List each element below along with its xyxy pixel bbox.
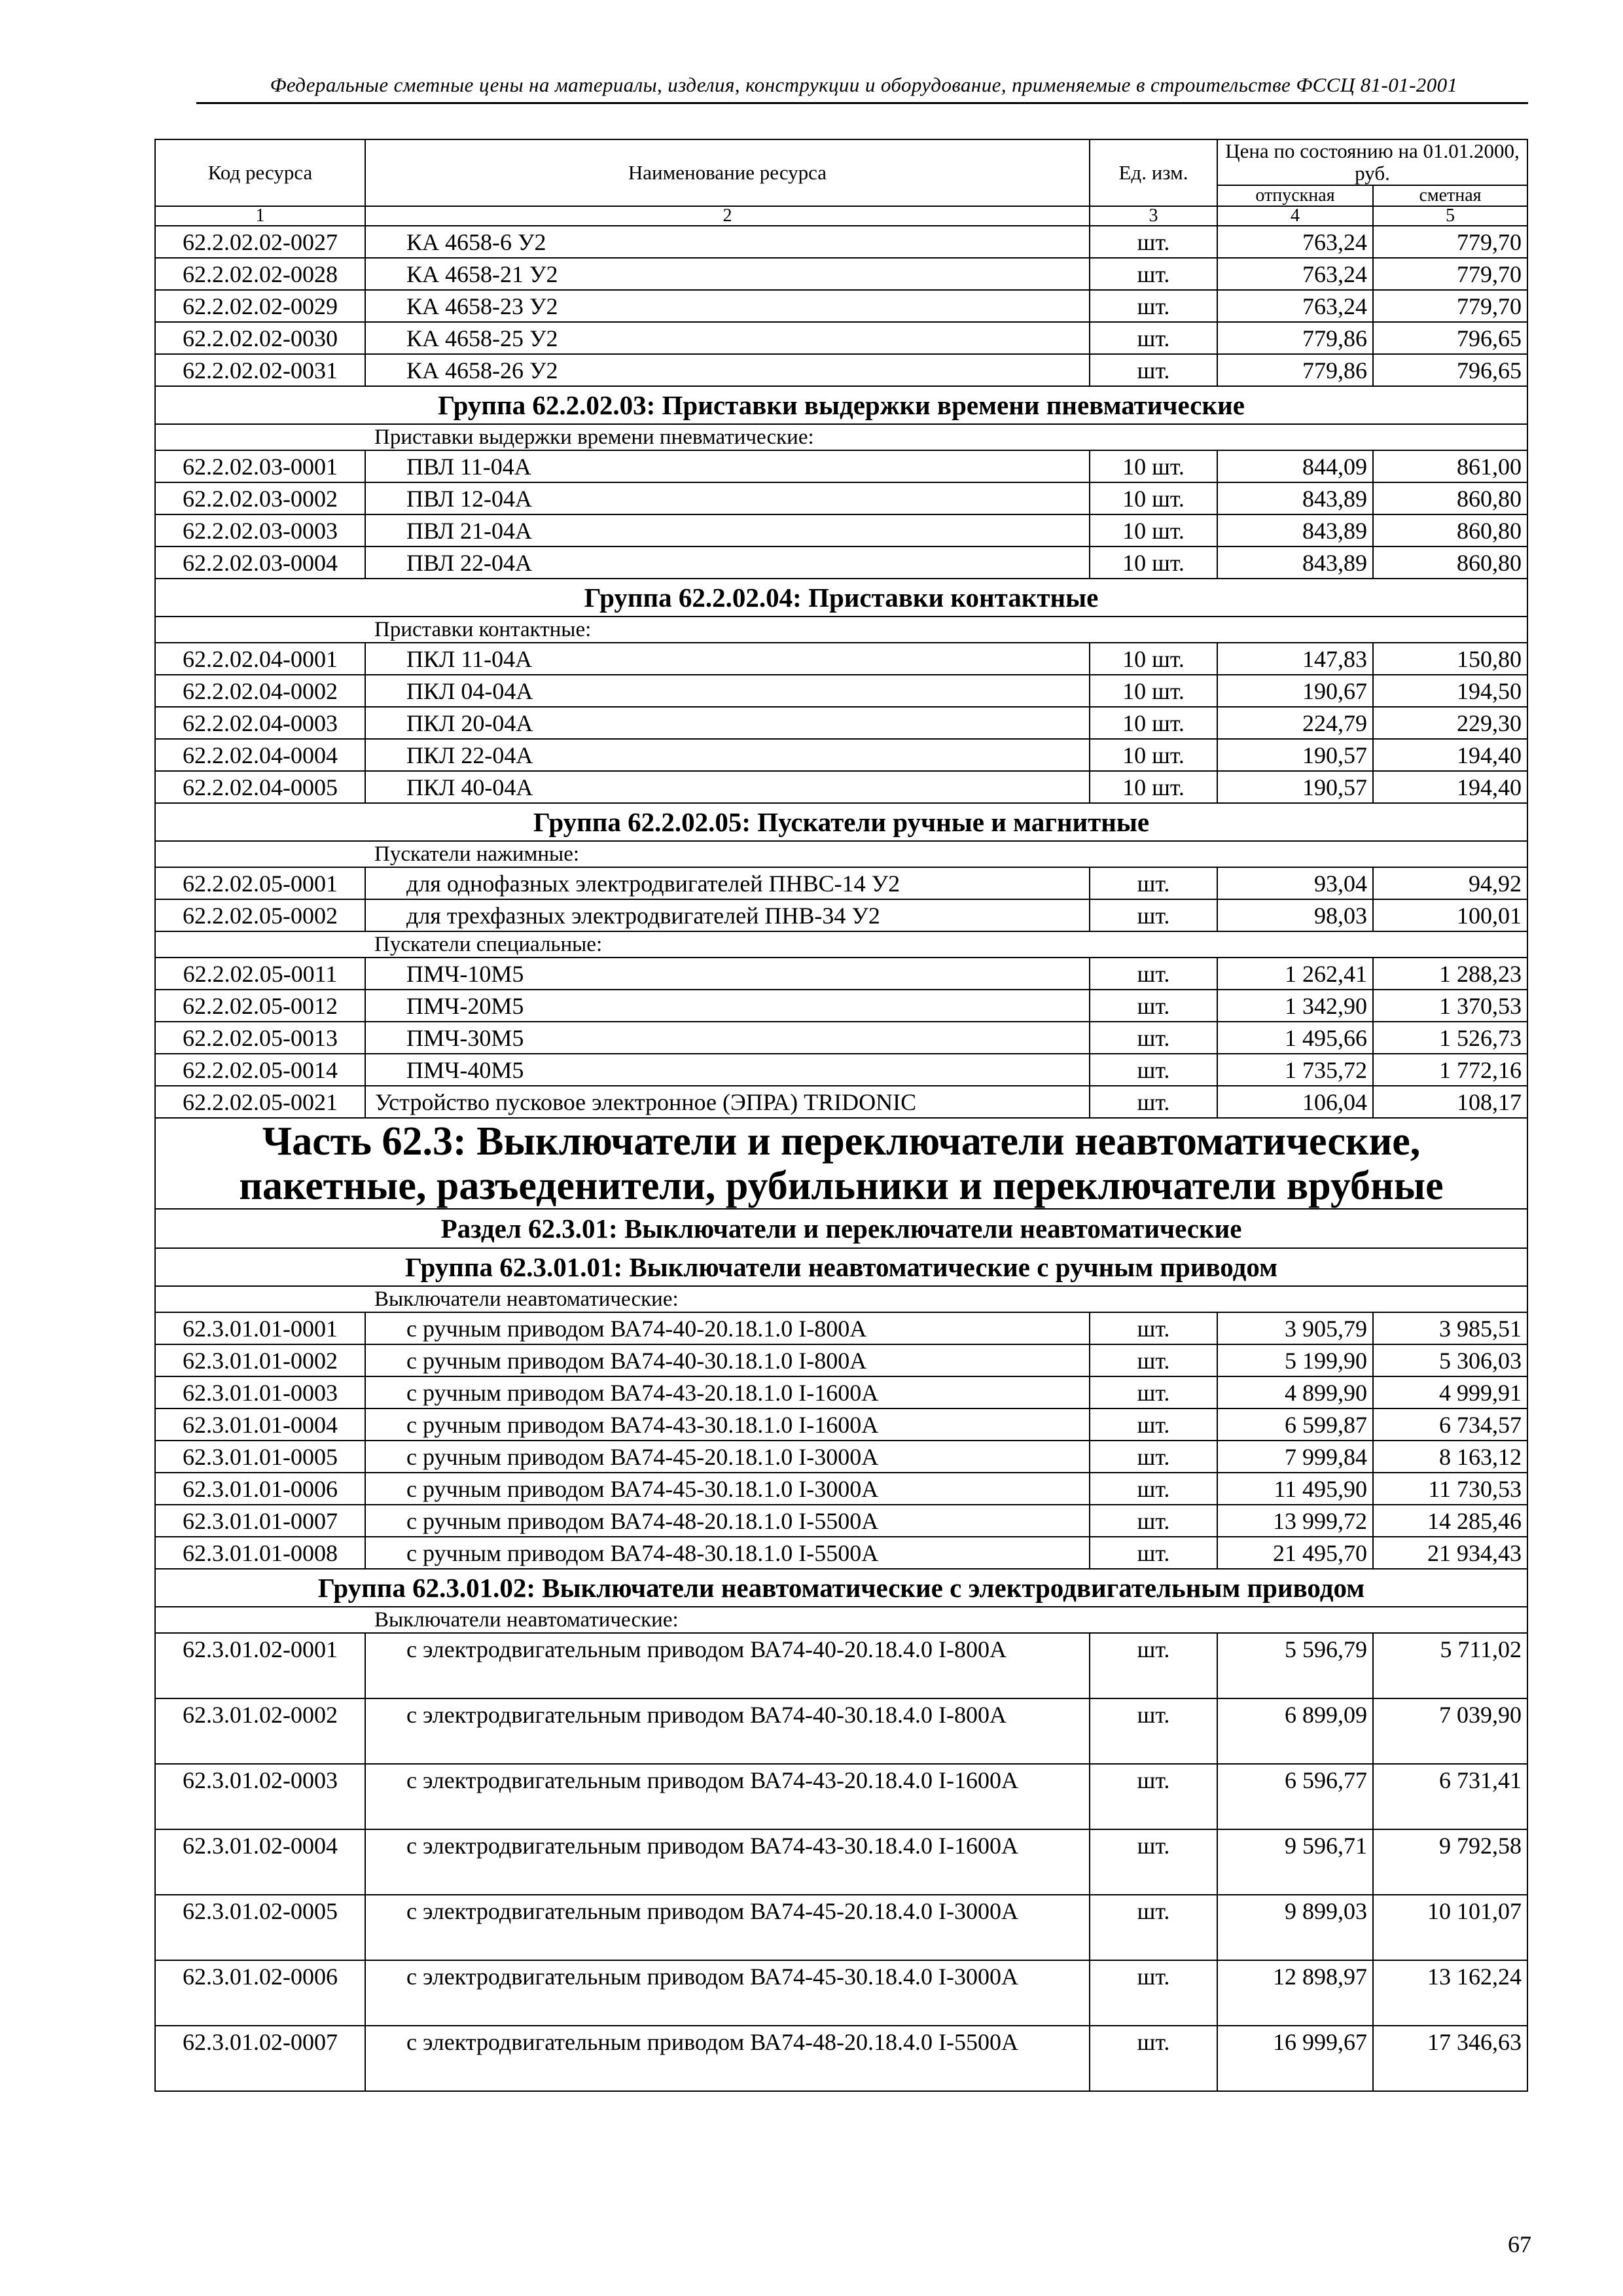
resource-name: с ручным приводом ВА74-43-30.18.1.0 I-1600А (365, 1408, 1090, 1441)
estimate-price: 5 306,03 (1373, 1344, 1527, 1376)
release-price: 5 199,90 (1217, 1344, 1373, 1376)
unit-of-measure: шт. (1090, 1895, 1217, 1960)
unit-of-measure: шт. (1090, 1022, 1217, 1054)
release-price: 4 899,90 (1217, 1376, 1373, 1408)
resource-name: с электродвигательным приводом ВА74-40-20.18.4.0 I-800А (365, 1633, 1090, 1698)
release-price: 9 596,71 (1217, 1829, 1373, 1895)
resource-name: ПКЛ 20-04А (365, 707, 1090, 739)
subheading-spacer (155, 424, 365, 450)
release-price: 13 999,72 (1217, 1505, 1373, 1537)
unit-of-measure: шт. (1090, 899, 1217, 931)
release-price: 763,24 (1217, 290, 1373, 322)
column-number: 5 (1373, 206, 1527, 226)
resource-name: с ручным приводом ВА74-48-20.18.1.0 I-5500А (365, 1505, 1090, 1537)
unit-of-measure: шт. (1090, 354, 1217, 386)
resource-code: 62.3.01.02-0007 (155, 2026, 365, 2091)
resource-code: 62.2.02.02-0029 (155, 290, 365, 322)
release-price: 763,24 (1217, 226, 1373, 258)
table-row (155, 1698, 1527, 1764)
estimate-price: 5 711,02 (1373, 1633, 1527, 1698)
resource-name: ПКЛ 11-04А (365, 643, 1090, 675)
resource-name: с ручным приводом ВА74-40-20.18.1.0 I-800А (365, 1312, 1090, 1344)
estimate-price: 94,92 (1373, 867, 1527, 899)
resource-code: 62.3.01.01-0005 (155, 1441, 365, 1473)
resource-name: для трехфазных электродвигателей ПНВ-34 У2 (365, 899, 1090, 931)
subheading-row (155, 617, 1527, 643)
table-row (155, 482, 1527, 514)
resource-name: с электродвигательным приводом ВА74-45-30.18.4.0 I-3000А (365, 1960, 1090, 2026)
resource-code: 62.2.02.04-0003 (155, 707, 365, 739)
estimate-price: 13 162,24 (1373, 1960, 1527, 2026)
estimate-price: 8 163,12 (1373, 1441, 1527, 1473)
subheading-row (155, 841, 1527, 867)
resource-name: КА 4658-6 У2 (365, 226, 1090, 258)
table-row (155, 514, 1527, 547)
release-price: 5 596,79 (1217, 1633, 1373, 1698)
resource-code: 62.2.02.05-0001 (155, 867, 365, 899)
unit-of-measure: 10 шт. (1090, 675, 1217, 707)
table-row (155, 643, 1527, 675)
subheading: Выключатели неавтоматические: (365, 1607, 1527, 1633)
estimate-price: 4 999,91 (1373, 1376, 1527, 1408)
column-header-price: Цена по состоянию на 01.01.2000, руб. (1217, 139, 1527, 185)
unit-of-measure: шт. (1090, 322, 1217, 354)
table-row (155, 1086, 1527, 1118)
release-price: 843,89 (1217, 482, 1373, 514)
unit-of-measure: шт. (1090, 1473, 1217, 1505)
estimate-price: 1 772,16 (1373, 1054, 1527, 1086)
group-heading-row (155, 386, 1527, 424)
resource-name: Устройство пусковое электронное (ЭПРА) TRIDONIC (365, 1086, 1090, 1118)
resource-name: с ручным приводом ВА74-40-30.18.1.0 I-800А (365, 1344, 1090, 1376)
resource-name: с электродвигательным приводом ВА74-48-20.18.4.0 I-5500А (365, 2026, 1090, 2091)
resource-code: 62.3.01.01-0004 (155, 1408, 365, 1441)
page-number: 67 (1508, 2231, 1531, 2257)
resource-code: 62.2.02.02-0027 (155, 226, 365, 258)
resource-name: с ручным приводом ВА74-45-30.18.1.0 I-3000А (365, 1473, 1090, 1505)
resource-name: ПВЛ 22-04А (365, 547, 1090, 579)
unit-of-measure: шт. (1090, 2026, 1217, 2091)
resource-name: КА 4658-21 У2 (365, 258, 1090, 290)
subheading: Выключатели неавтоматические: (365, 1286, 1527, 1312)
table-row (155, 226, 1527, 258)
table-row (155, 739, 1527, 771)
release-price: 16 999,67 (1217, 2026, 1373, 2091)
unit-of-measure: шт. (1090, 1086, 1217, 1118)
estimate-price: 6 731,41 (1373, 1764, 1527, 1829)
part-heading-line: пакетные, разъеденители, рубильники и переключатели врубные (239, 1163, 1444, 1208)
header-rule (196, 102, 1528, 104)
estimate-price: 100,01 (1373, 899, 1527, 931)
column-header-estimate-price: сметная (1373, 185, 1527, 206)
estimate-price: 194,40 (1373, 739, 1527, 771)
resource-code: 62.3.01.02-0006 (155, 1960, 365, 2026)
unit-of-measure: шт. (1090, 1376, 1217, 1408)
subheading-spacer (155, 931, 365, 958)
table-row (155, 958, 1527, 990)
resource-name: КА 4658-26 У2 (365, 354, 1090, 386)
estimate-price: 860,80 (1373, 547, 1527, 579)
resource-name: для однофазных электродвигателей ПНВС-14 У2 (365, 867, 1090, 899)
resource-name: ПВЛ 21-04А (365, 514, 1090, 547)
estimate-price: 194,50 (1373, 675, 1527, 707)
table-row (155, 1960, 1527, 2026)
resource-code: 62.3.01.01-0003 (155, 1376, 365, 1408)
resource-name: с ручным приводом ВА74-45-20.18.1.0 I-3000А (365, 1441, 1090, 1473)
release-price: 6 599,87 (1217, 1408, 1373, 1441)
release-price: 843,89 (1217, 547, 1373, 579)
subheading-spacer (155, 841, 365, 867)
column-header-name: Наименование ресурса (365, 139, 1090, 206)
table-row (155, 1537, 1527, 1569)
subheading-row (155, 931, 1527, 958)
group-heading-row (155, 579, 1527, 617)
running-header: Федеральные сметные цены на материалы, изделия, конструкции и оборудование, применяемые в строительстве ФССЦ 81-01-2001 (270, 73, 1458, 96)
estimate-price: 7 039,90 (1373, 1698, 1527, 1764)
resource-code: 62.2.02.05-0013 (155, 1022, 365, 1054)
unit-of-measure: шт. (1090, 1344, 1217, 1376)
table-row (155, 290, 1527, 322)
resource-name: ПМЧ-40М5 (365, 1054, 1090, 1086)
table-row (155, 1441, 1527, 1473)
resource-name: КА 4658-25 У2 (365, 322, 1090, 354)
resource-code: 62.2.02.04-0004 (155, 739, 365, 771)
estimate-price: 9 792,58 (1373, 1829, 1527, 1895)
unit-of-measure: шт. (1090, 290, 1217, 322)
resource-code: 62.3.01.02-0001 (155, 1633, 365, 1698)
estimate-price: 860,80 (1373, 514, 1527, 547)
unit-of-measure: 10 шт. (1090, 450, 1217, 482)
part-heading-row (155, 1118, 1527, 1209)
release-price: 1 735,72 (1217, 1054, 1373, 1086)
release-price: 190,57 (1217, 771, 1373, 803)
subheading: Приставки контактные: (365, 617, 1527, 643)
group-heading-row (155, 803, 1527, 841)
release-price: 6 899,09 (1217, 1698, 1373, 1764)
table-row (155, 450, 1527, 482)
release-price: 6 596,77 (1217, 1764, 1373, 1829)
column-number: 3 (1090, 206, 1217, 226)
column-header-unit: Ед. изм. (1090, 139, 1217, 206)
resource-name: ПВЛ 12-04А (365, 482, 1090, 514)
unit-of-measure: шт. (1090, 1312, 1217, 1344)
unit-of-measure: шт. (1090, 867, 1217, 899)
subheading-row (155, 1607, 1527, 1633)
resource-code: 62.2.02.02-0028 (155, 258, 365, 290)
release-price: 7 999,84 (1217, 1441, 1373, 1473)
estimate-price: 3 985,51 (1373, 1312, 1527, 1344)
release-price: 12 898,97 (1217, 1960, 1373, 2026)
estimate-price: 796,65 (1373, 322, 1527, 354)
estimate-price: 1 526,73 (1373, 1022, 1527, 1054)
resource-name: с электродвигательным приводом ВА74-40-30.18.4.0 I-800А (365, 1698, 1090, 1764)
resource-name: ПКЛ 04-04А (365, 675, 1090, 707)
release-price: 190,57 (1217, 739, 1373, 771)
table-body (155, 226, 1527, 2091)
column-number: 4 (1217, 206, 1373, 226)
section-heading-row (155, 1209, 1527, 1248)
part-heading (155, 1118, 1527, 1209)
release-price: 3 905,79 (1217, 1312, 1373, 1344)
release-price: 1 495,66 (1217, 1022, 1373, 1054)
table-row (155, 322, 1527, 354)
resource-code: 62.3.01.02-0002 (155, 1698, 365, 1764)
release-price: 21 495,70 (1217, 1537, 1373, 1569)
resource-code: 62.2.02.05-0011 (155, 958, 365, 990)
table-row (155, 547, 1527, 579)
estimate-price: 1 370,53 (1373, 990, 1527, 1022)
subheading: Пускатели нажимные: (365, 841, 1527, 867)
resource-code: 62.3.01.01-0006 (155, 1473, 365, 1505)
subheading-spacer (155, 1286, 365, 1312)
table-row (155, 1764, 1527, 1829)
resource-name: с электродвигательным приводом ВА74-45-20.18.4.0 I-3000А (365, 1895, 1090, 1960)
table-row (155, 258, 1527, 290)
resource-code: 62.3.01.01-0002 (155, 1344, 365, 1376)
resource-name: ПКЛ 40-04А (365, 771, 1090, 803)
group-heading: Группа 62.3.01.02: Выключатели неавтоматические с электродвигательным приводом (155, 1569, 1527, 1607)
unit-of-measure: шт. (1090, 1698, 1217, 1764)
estimate-price: 779,70 (1373, 258, 1527, 290)
resource-name: ПМЧ-30М5 (365, 1022, 1090, 1054)
estimate-price: 10 101,07 (1373, 1895, 1527, 1960)
resource-name: ПВЛ 11-04А (365, 450, 1090, 482)
resource-code: 62.2.02.04-0002 (155, 675, 365, 707)
resource-code: 62.3.01.01-0001 (155, 1312, 365, 1344)
release-price: 844,09 (1217, 450, 1373, 482)
table-row (155, 675, 1527, 707)
unit-of-measure: 10 шт. (1090, 547, 1217, 579)
unit-of-measure: шт. (1090, 1633, 1217, 1698)
resource-name: ПМЧ-20М5 (365, 990, 1090, 1022)
release-price: 106,04 (1217, 1086, 1373, 1118)
resource-name: ПКЛ 22-04А (365, 739, 1090, 771)
table-row (155, 1505, 1527, 1537)
estimate-price: 860,80 (1373, 482, 1527, 514)
unit-of-measure: шт. (1090, 1408, 1217, 1441)
unit-of-measure: 10 шт. (1090, 771, 1217, 803)
release-price: 779,86 (1217, 322, 1373, 354)
subheading-row (155, 1286, 1527, 1312)
estimate-price: 17 346,63 (1373, 2026, 1527, 2091)
estimate-price: 861,00 (1373, 450, 1527, 482)
table-row (155, 1344, 1527, 1376)
estimate-price: 194,40 (1373, 771, 1527, 803)
unit-of-measure: 10 шт. (1090, 643, 1217, 675)
release-price: 1 342,90 (1217, 990, 1373, 1022)
resource-code: 62.2.02.03-0004 (155, 547, 365, 579)
table-row (155, 899, 1527, 931)
subheading-spacer (155, 617, 365, 643)
resource-code: 62.2.02.05-0021 (155, 1086, 365, 1118)
unit-of-measure: шт. (1090, 226, 1217, 258)
unit-of-measure: шт. (1090, 1054, 1217, 1086)
unit-of-measure: шт. (1090, 1505, 1217, 1537)
column-header-release-price: отпускная (1217, 185, 1373, 206)
estimate-price: 229,30 (1373, 707, 1527, 739)
unit-of-measure: 10 шт. (1090, 482, 1217, 514)
group-heading: Группа 62.2.02.03: Приставки выдержки времени пневматические (155, 386, 1527, 424)
resource-code: 62.2.02.05-0014 (155, 1054, 365, 1086)
table-row (155, 867, 1527, 899)
group-heading: Группа 62.3.01.01: Выключатели неавтоматические с ручным приводом (155, 1248, 1527, 1286)
table-row (155, 354, 1527, 386)
table-row (155, 707, 1527, 739)
table-row (155, 1829, 1527, 1895)
resource-code: 62.3.01.01-0008 (155, 1537, 365, 1569)
unit-of-measure: шт. (1090, 1764, 1217, 1829)
resource-code: 62.2.02.05-0002 (155, 899, 365, 931)
resource-name: ПМЧ-10М5 (365, 958, 1090, 990)
table-row (155, 1633, 1527, 1698)
unit-of-measure: 10 шт. (1090, 739, 1217, 771)
resource-code: 62.3.01.01-0007 (155, 1505, 365, 1537)
release-price: 763,24 (1217, 258, 1373, 290)
resource-name: с ручным приводом ВА74-48-30.18.1.0 I-5500А (365, 1537, 1090, 1569)
estimate-price: 779,70 (1373, 226, 1527, 258)
resource-code: 62.2.02.02-0031 (155, 354, 365, 386)
release-price: 190,67 (1217, 675, 1373, 707)
subheading: Приставки выдержки времени пневматические: (365, 424, 1527, 450)
table-row (155, 1376, 1527, 1408)
table-row (155, 990, 1527, 1022)
release-price: 93,04 (1217, 867, 1373, 899)
resource-name: с электродвигательным приводом ВА74-43-30.18.4.0 I-1600А (365, 1829, 1090, 1895)
column-header-code: Код ресурса (155, 139, 365, 206)
column-number: 2 (365, 206, 1090, 226)
estimate-price: 779,70 (1373, 290, 1527, 322)
resource-code: 62.2.02.03-0001 (155, 450, 365, 482)
resource-code: 62.2.02.04-0005 (155, 771, 365, 803)
table-row (155, 771, 1527, 803)
group-heading-row (155, 1569, 1527, 1607)
estimate-price: 150,80 (1373, 643, 1527, 675)
table-row (155, 1022, 1527, 1054)
table-row (155, 1895, 1527, 1960)
unit-of-measure: шт. (1090, 1441, 1217, 1473)
resource-name: с электродвигательным приводом ВА74-43-20.18.4.0 I-1600А (365, 1764, 1090, 1829)
unit-of-measure: шт. (1090, 990, 1217, 1022)
resource-code: 62.2.02.04-0001 (155, 643, 365, 675)
unit-of-measure: шт. (1090, 958, 1217, 990)
table-row (155, 2026, 1527, 2091)
column-number: 1 (155, 206, 365, 226)
estimate-price: 11 730,53 (1373, 1473, 1527, 1505)
estimate-price: 108,17 (1373, 1086, 1527, 1118)
resource-code: 62.2.02.03-0003 (155, 514, 365, 547)
resource-code: 62.2.02.05-0012 (155, 990, 365, 1022)
unit-of-measure: шт. (1090, 258, 1217, 290)
release-price: 98,03 (1217, 899, 1373, 931)
unit-of-measure: шт. (1090, 1829, 1217, 1895)
resource-code: 62.3.01.02-0004 (155, 1829, 365, 1895)
release-price: 147,83 (1217, 643, 1373, 675)
resource-code: 62.2.02.02-0030 (155, 322, 365, 354)
subheading-spacer (155, 1607, 365, 1633)
estimate-price: 14 285,46 (1373, 1505, 1527, 1537)
subheading: Пускатели специальные: (365, 931, 1527, 958)
estimate-price: 796,65 (1373, 354, 1527, 386)
resource-name: КА 4658-23 У2 (365, 290, 1090, 322)
table-row (155, 1054, 1527, 1086)
section-heading: Раздел 62.3.01: Выключатели и переключатели неавтоматические (155, 1209, 1527, 1248)
release-price: 779,86 (1217, 354, 1373, 386)
release-price: 224,79 (1217, 707, 1373, 739)
table-row (155, 1473, 1527, 1505)
part-heading-line: Часть 62.3: Выключатели и переключатели неавтоматические, (262, 1119, 1421, 1164)
resource-name: с ручным приводом ВА74-43-20.18.1.0 I-1600А (365, 1376, 1090, 1408)
estimate-price: 1 288,23 (1373, 958, 1527, 990)
unit-of-measure: шт. (1090, 1537, 1217, 1569)
resource-code: 62.2.02.03-0002 (155, 482, 365, 514)
release-price: 11 495,90 (1217, 1473, 1373, 1505)
unit-of-measure: шт. (1090, 1960, 1217, 2026)
table-row (155, 1312, 1527, 1344)
price-table (154, 139, 1528, 2092)
release-price: 9 899,03 (1217, 1895, 1373, 1960)
release-price: 1 262,41 (1217, 958, 1373, 990)
release-price: 843,89 (1217, 514, 1373, 547)
resource-code: 62.3.01.02-0005 (155, 1895, 365, 1960)
group-heading: Группа 62.2.02.05: Пускатели ручные и магнитные (155, 803, 1527, 841)
estimate-price: 6 734,57 (1373, 1408, 1527, 1441)
resource-code: 62.3.01.02-0003 (155, 1764, 365, 1829)
group-heading: Группа 62.2.02.04: Приставки контактные (155, 579, 1527, 617)
unit-of-measure: 10 шт. (1090, 707, 1217, 739)
table-row (155, 1408, 1527, 1441)
group-heading-row (155, 1248, 1527, 1286)
subheading-row (155, 424, 1527, 450)
unit-of-measure: 10 шт. (1090, 514, 1217, 547)
estimate-price: 21 934,43 (1373, 1537, 1527, 1569)
